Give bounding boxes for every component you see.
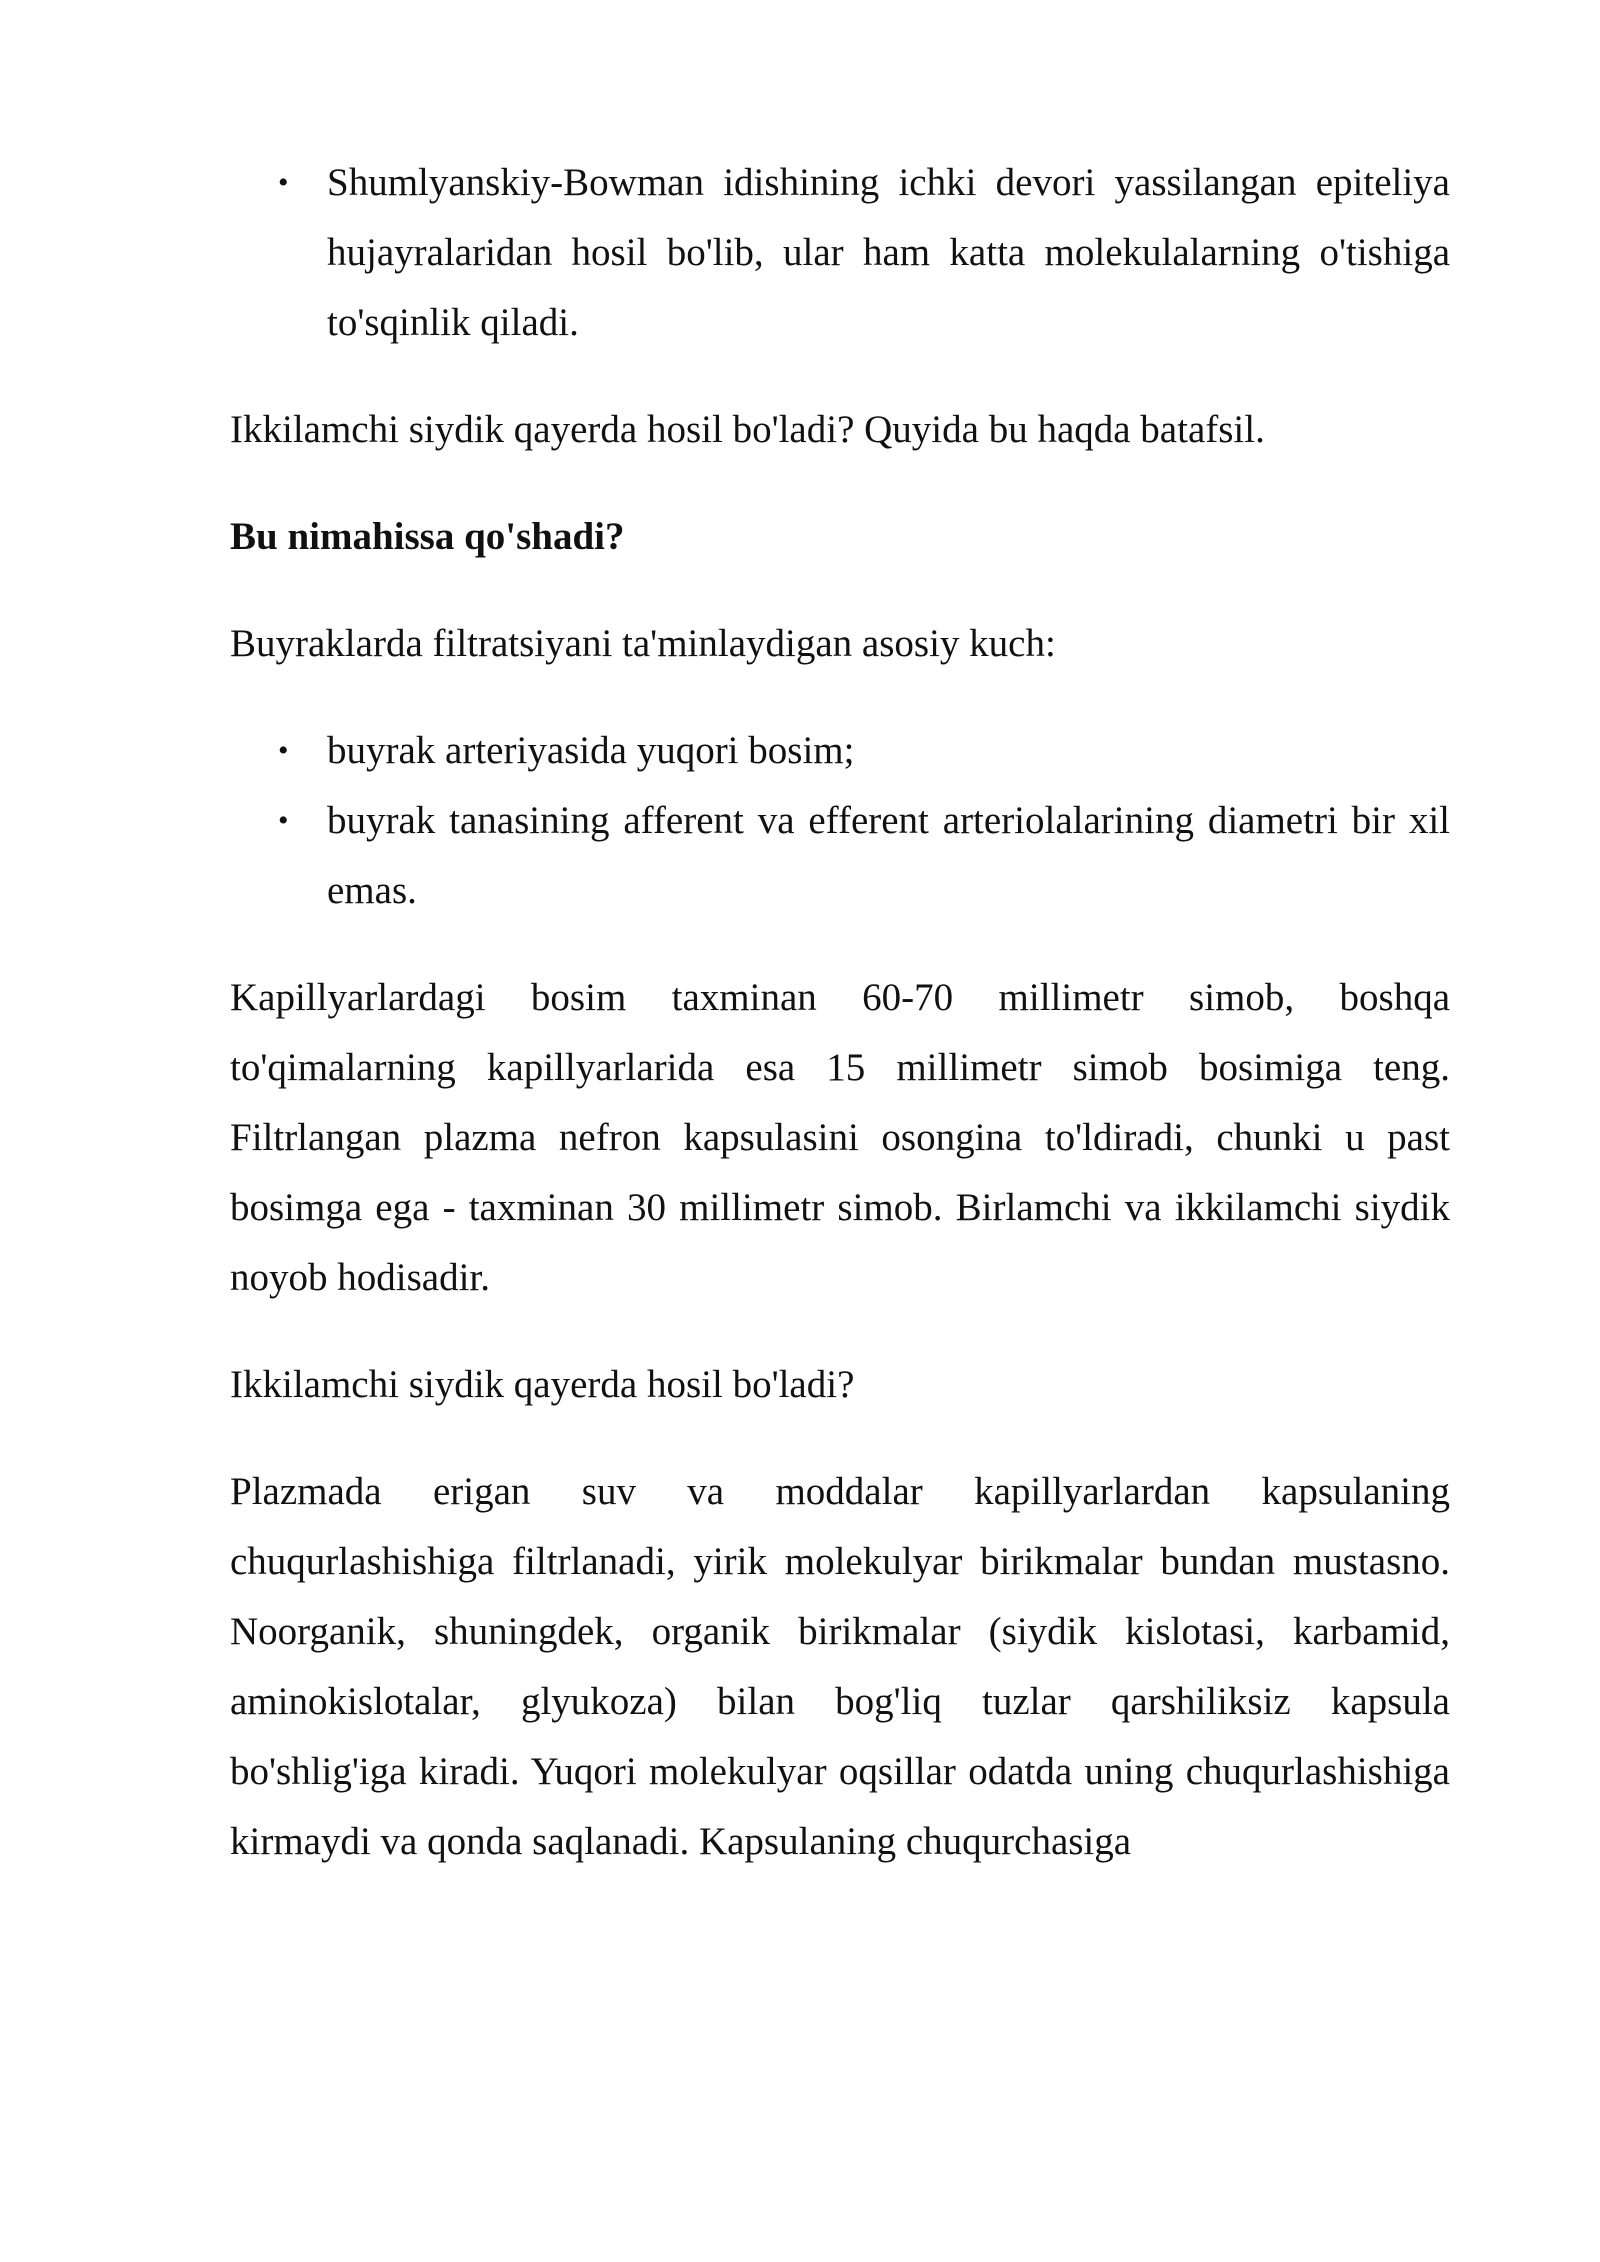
document-page — [230, 148, 1450, 1877]
paragraph: Ikkilamchi siydik qayerda hosil bo'ladi? — [230, 1363, 855, 1406]
bullet-text: Shumlyanskiy-Bowman idishining ichki devori yassilangan epiteliya hujayralaridan hosil bo'lib, ular ham katta molekulalarning o'tishiga to'sqinlik qiladi. — [327, 161, 1450, 344]
paragraph: Buyraklarda filtratsiyani ta'minlaydigan asosiy kuch: — [230, 622, 1056, 665]
bullet-dot: • — [278, 804, 289, 837]
list-item — [230, 148, 1450, 358]
bullet-dot: • — [278, 734, 289, 767]
paragraph: Kapillyarlardagi bosim taxminan 60-70 millimetr simob, boshqa to'qimalarning kapillyarlarida esa 15 millimetr simob bosimiga teng. Filtrlangan plazma nefron kapsulasini osongina to'ldiradi, chunki u past bosimga ega - taxminan 30 millimetr simob. Birlamchi va ikkilamchi siydik noyob hodisadir. — [230, 976, 1450, 1299]
bullet-list-1 — [230, 148, 1450, 358]
list-item — [230, 786, 1450, 926]
bullet-dot: • — [278, 166, 289, 199]
section-heading: Bu nimahissa qo'shadi? — [230, 515, 625, 558]
list-item — [230, 716, 1450, 786]
bullet-text: buyrak tanasining afferent va efferent arteriolalarining diametri bir xil emas. — [327, 799, 1450, 912]
paragraph: Ikkilamchi siydik qayerda hosil bo'ladi? Quyida bu haqda batafsil. — [230, 408, 1265, 451]
bullet-text: buyrak arteriyasida yuqori bosim; — [327, 729, 855, 772]
paragraph: Plazmada erigan suv va moddalar kapillyarlardan kapsulaning chuqurlashishiga filtrlanadi, yirik molekulyar birikmalar bundan mustasno. Noorganik, shuningdek, organik birikmalar (siydik kislotasi, karbamid, aminokislotalar, glyukoza) bilan bog'liq tuzlar qarshiliksiz kapsula bo'shlig'iga kiradi. Yuqori molekulyar oqsillar odatda uning chuqurlashishiga kirmaydi va qonda saqlanadi. Kapsulaning chuqurchasiga — [230, 1470, 1450, 1863]
bullet-list-2 — [230, 716, 1450, 926]
